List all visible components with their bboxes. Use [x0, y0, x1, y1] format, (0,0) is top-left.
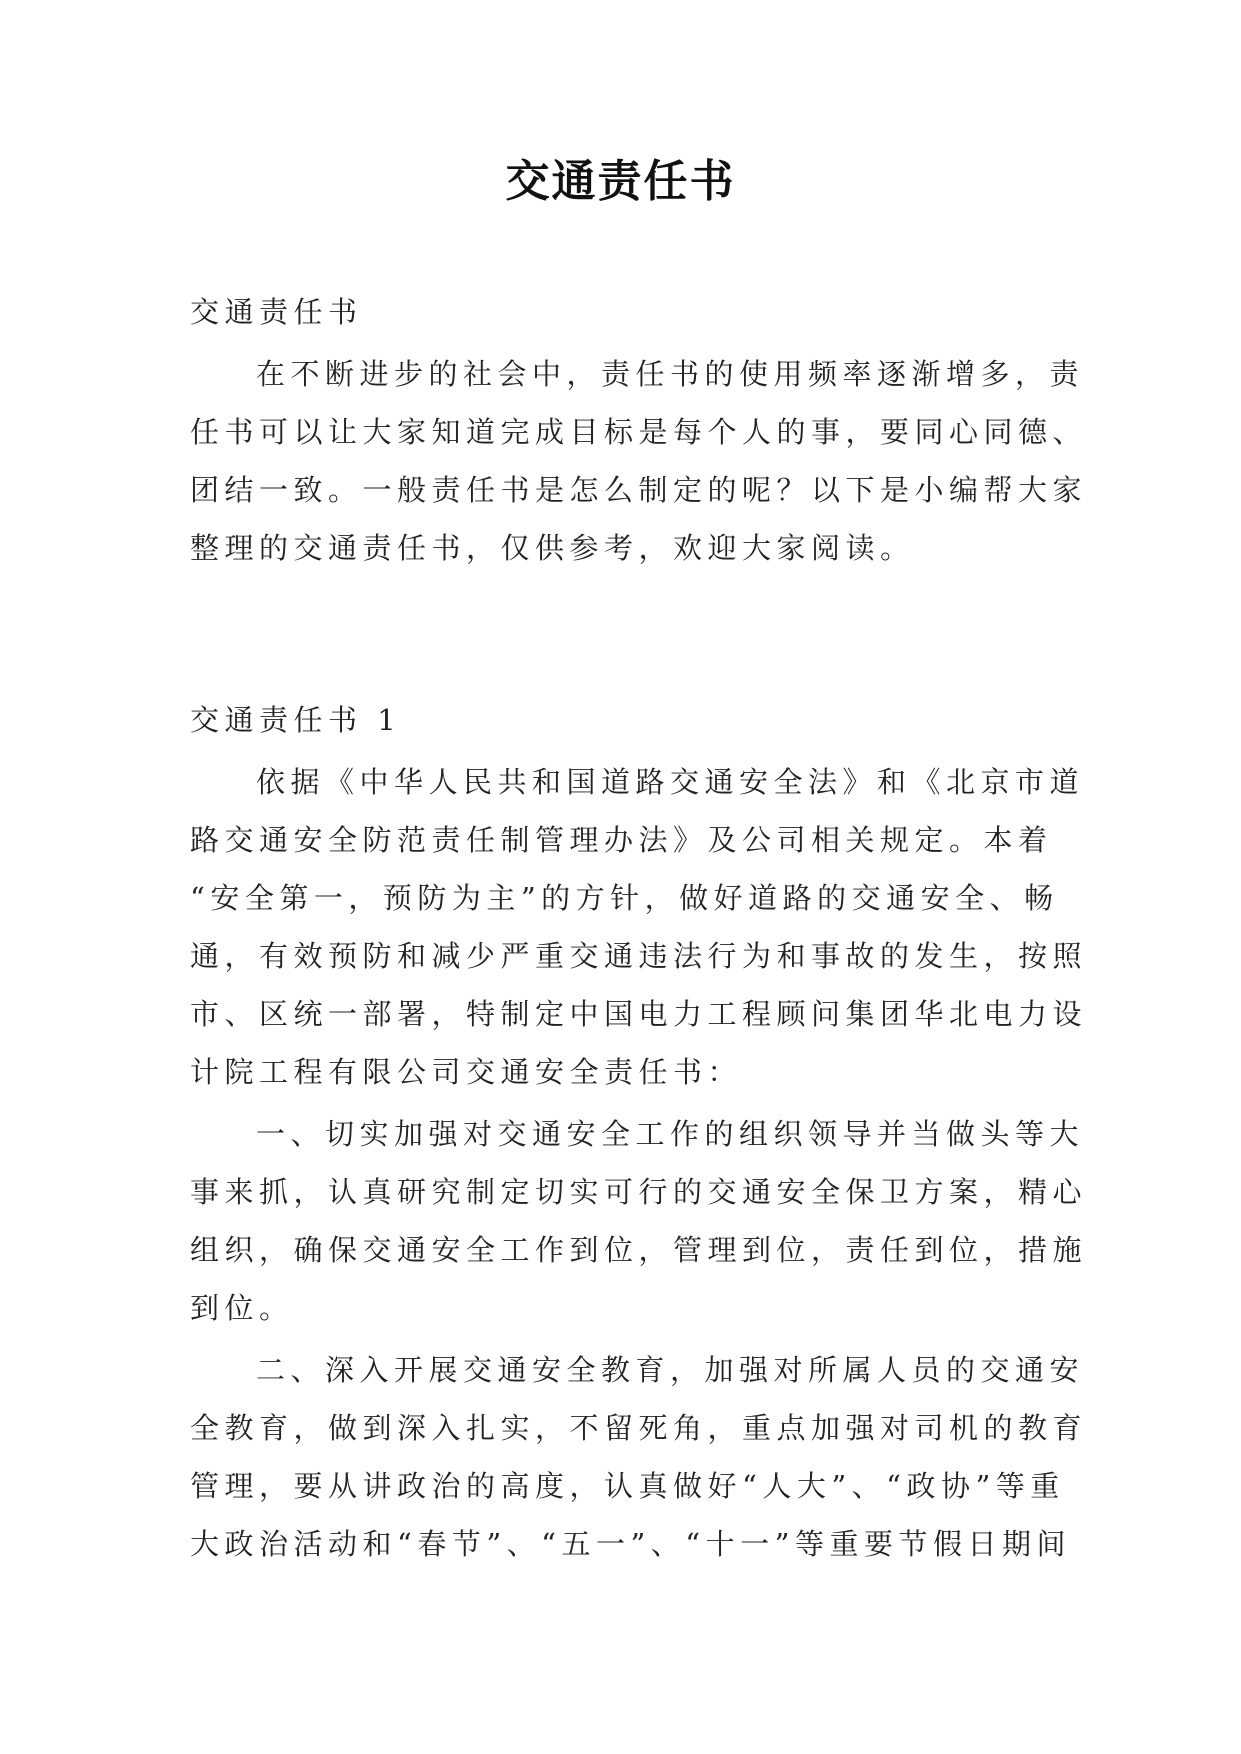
body-line: 一、切实加强对交通安全工作的组织领导并当做头等大: [256, 1117, 1085, 1151]
body-line: 组织，确保交通安全工作到位，管理到位，责任到位，措施: [190, 1233, 1088, 1267]
body-line: 全教育，做到深入扎实，不留死角，重点加强对司机的教育: [190, 1411, 1088, 1445]
body-line: 管理，要从讲政治的高度，认真做好“人大”、“政协”等重: [190, 1469, 1065, 1503]
body-line: 二、深入开展交通安全教育，加强对所属人员的交通安: [256, 1353, 1085, 1387]
intro-line: 团结一致。一般责任书是怎么制定的呢？以下是小编帮大家: [190, 473, 1088, 507]
intro-line: 任书可以让大家知道完成目标是每个人的事，要同心同德、: [190, 415, 1088, 449]
document-title: 交通责任书: [505, 156, 736, 207]
section-heading: 交通责任书 1: [190, 703, 402, 737]
intro-heading: 交通责任书: [190, 295, 363, 329]
intro-line: 在不断进步的社会中，责任书的使用频率逐渐增多，责: [256, 357, 1085, 391]
body-line: 计院工程有限公司交通安全责任书：: [190, 1055, 743, 1089]
body-line: 市、区统一部署，特制定中国电力工程顾问集团华北电力设: [190, 997, 1088, 1031]
body-line: 路交通安全防范责任制管理办法》及公司相关规定。本着: [190, 823, 1053, 857]
body-line: 大政治活动和“春节”、“五一”、“十一”等重要节假日期间: [190, 1527, 1071, 1561]
body-line: 通，有效预防和减少严重交通违法行为和事故的发生，按照: [190, 939, 1088, 973]
body-line: 事来抓，认真研究制定切实可行的交通安全保卫方案，精心: [190, 1175, 1088, 1209]
intro-line: 整理的交通责任书，仅供参考，欢迎大家阅读。: [190, 531, 915, 565]
body-line: 依据《中华人民共和国道路交通安全法》和《北京市道: [256, 765, 1085, 799]
body-line: 到位。: [190, 1291, 294, 1325]
body-line: “安全第一，预防为主”的方针，做好道路的交通安全、畅: [190, 881, 1059, 915]
